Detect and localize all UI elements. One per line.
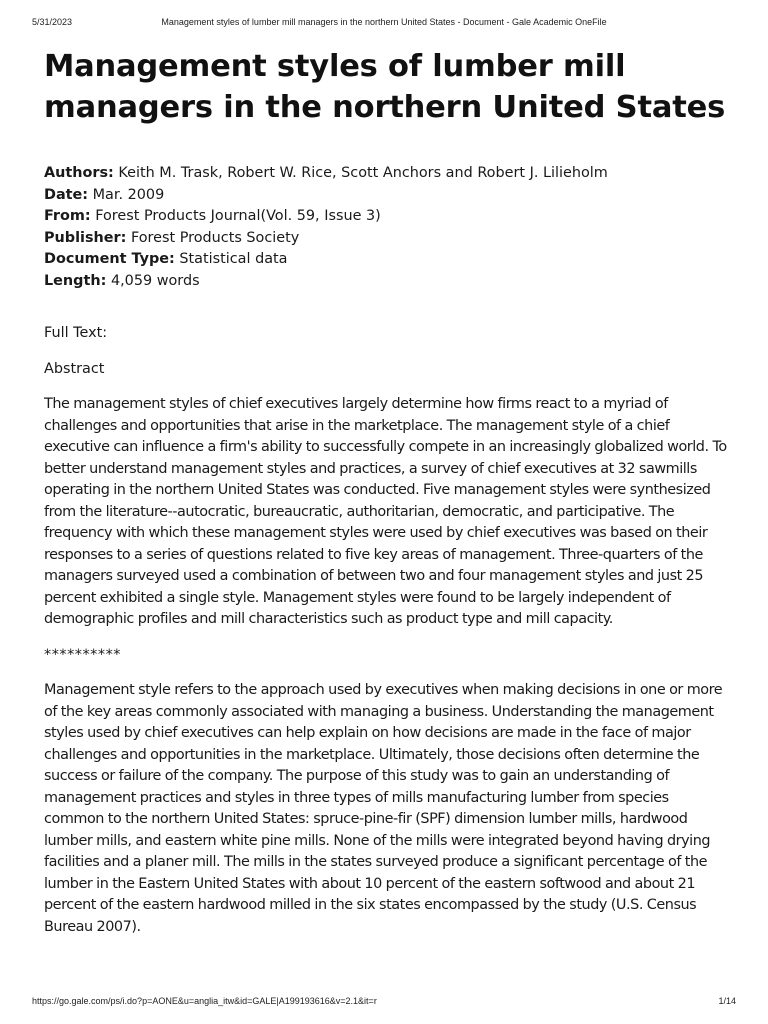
meta-authors [44,163,728,185]
meta-label: Publisher: [44,229,127,246]
print-header [32,17,736,31]
abstract-paragraph: The management styles of chief executives largely determine how firms react to a myriad of challenges and opportunities that arise in the marketplace. The management style of a chief executive can influence a firm's ability to successfully compete in an increasingly globalized world. To better understand management styles and practices, a survey of chief executives at 32 sawmills operating in the northern United States was conducted. Five management styles were synthesized from the literature--autocratic, bureaucratic, authoritarian, democratic, and participative. The frequency with which these management styles were used by chief executives was based on their responses to a series of questions related to five key areas of management. Three-quarters of the managers surveyed used a combination of between two and four management styles and just 25 percent exhibited a single style. Management styles were found to be largely independent of demographic profiles and mill characteristics such as product type and mill capacity. [44,396,727,627]
print-date: 5/31/2023 [32,17,73,27]
meta-publisher [44,228,728,250]
meta-from [44,206,728,228]
meta-value: 4,059 words [110,272,200,289]
meta-label: From: [44,208,91,224]
meta-label: Length: [44,272,107,289]
print-url: https://go.gale.com/ps/i.do?p=AONE&u=anglia_itw&id=GALE|A199193616&v=2.1&it=r [32,996,377,1006]
meta-value: Keith M. Trask, Robert W. Rice, Scott Anchors and Robert J. Lilieholm [118,165,608,181]
full-text-label: Full Text: [44,325,108,341]
meta-value: Forest Products Journal(Vol. 59, Issue 3) [95,208,381,224]
meta-date [44,185,728,207]
meta-value: Forest Products Society [130,229,300,246]
body-paragraph: Management style refers to the approach used by executives when making decisions in one or more of the key areas commonly associated with managing a business. Understanding the management styles used by chief executives can help explain on how decisions are made in the face of major challenges and opportunities in the marketplace. Ultimately, those decisions often determine the success or failure of the company. The purpose of this study was to gain an understanding of management practices and styles in three types of mills manufacturing lumber from species common to the northern United States: spruce-pine-fir (SPF) dimension lumber mills, hardwood lumber mills, and eastern white pine mills. None of the mills were integrated beyond having drying facilities and a planer mill. The mills in the states surveyed produce a significant percentage of the lumber in the Eastern United States with about 10 percent of the eastern softwood and about 21 percent of the eastern hardwood milled in the six states encompassed by the study (U.S. Census Bureau 2007). [44,682,723,935]
print-document-title: Management styles of lumber mill managers in the northern United States - Document - Gale Academic OneFile [161,17,607,27]
meta-label: Document Type: [44,251,175,267]
article-metadata [44,163,728,292]
article [44,46,728,938]
meta-label: Date: [44,186,89,203]
meta-value: Mar. 2009 [92,186,165,203]
article-title: Management styles of lumber mill managers in the northern United States [44,49,726,125]
section-separator: ********** [44,646,121,663]
meta-label: Authors: [44,165,114,181]
meta-length [44,271,728,293]
meta-document-type [44,249,728,271]
meta-value: Statistical data [179,251,288,267]
print-footer [32,996,736,1010]
page-number: 1/14 [718,996,736,1006]
abstract-heading: Abstract [44,360,105,377]
